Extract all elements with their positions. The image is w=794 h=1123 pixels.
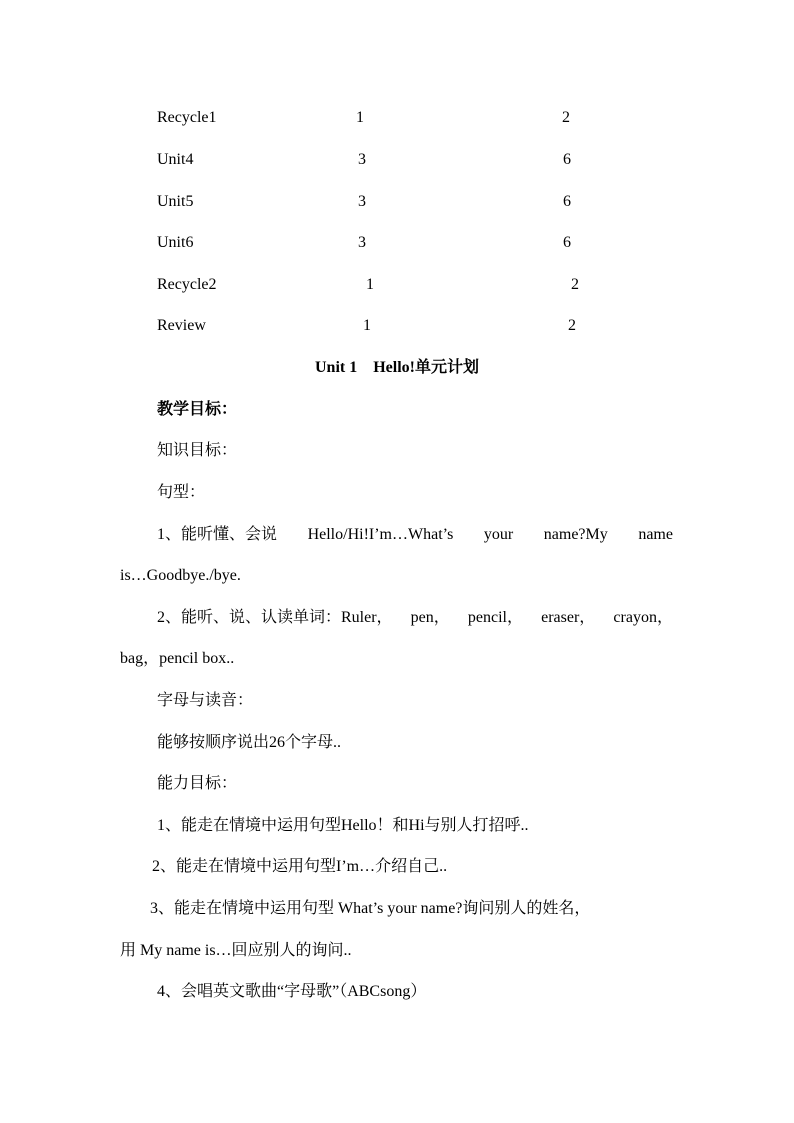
item1-word: Hello/Hi!I’m…What’s xyxy=(307,526,454,543)
ability-goals-heading: 能力目标： xyxy=(157,775,238,792)
ability-item-2: 2、能走在情境中运用句型I’m…介绍自己.. xyxy=(152,858,448,875)
schedule-unit: Unit5 xyxy=(157,193,194,210)
item1-line xyxy=(157,525,673,545)
schedule-value-a: 3 xyxy=(358,234,366,251)
letters-text: 能够按顺序说出26个字母.. xyxy=(157,734,342,751)
schedule-value-a: 3 xyxy=(358,193,366,210)
item2-word: 2、能听、说、认读单词：Ruler， xyxy=(157,609,393,626)
schedule-unit: Recycle1 xyxy=(157,109,217,126)
schedule-unit: Unit4 xyxy=(157,151,194,168)
schedule-unit: Recycle2 xyxy=(157,276,217,293)
item2-word: crayon， xyxy=(613,609,673,626)
teaching-goals-heading: 教学目标： xyxy=(157,401,238,418)
item1-word: name?My xyxy=(543,526,608,543)
sentence-patterns-heading: 句型： xyxy=(157,484,206,501)
page-title: Unit 1 Hello!单元计划 xyxy=(315,359,479,376)
item2-word: pen， xyxy=(410,609,450,626)
schedule-unit: Review xyxy=(157,317,206,334)
schedule-value-b: 2 xyxy=(568,317,576,334)
schedule-unit: Unit6 xyxy=(157,234,194,251)
schedule-value-a: 1 xyxy=(363,317,371,334)
schedule-value-a: 1 xyxy=(356,109,364,126)
ability-item-1: 1、能走在情境中运用句型Hello！和Hi与别人打招呼.. xyxy=(157,817,529,834)
item1-continuation: is…Goodbye./bye. xyxy=(120,567,241,584)
item2-line xyxy=(157,608,673,628)
item1-word: 1、能听懂、会说 xyxy=(157,526,278,543)
ability-item-4: 4、会唱英文歌曲“字母歌”（ABCsong） xyxy=(157,983,427,1000)
item1-word: name xyxy=(638,526,673,543)
schedule-value-a: 3 xyxy=(358,151,366,168)
item2-continuation: bag，pencil box.. xyxy=(120,650,235,667)
ability-item-3: 3、能走在情境中运用句型 What’s your name?询问别人的姓名， xyxy=(150,900,591,917)
schedule-value-b: 6 xyxy=(563,151,571,168)
item2-word: eraser， xyxy=(541,609,596,626)
item2-word: pencil， xyxy=(467,609,523,626)
schedule-value-b: 6 xyxy=(563,234,571,251)
letters-heading: 字母与读音： xyxy=(157,692,254,709)
schedule-value-b: 6 xyxy=(563,193,571,210)
schedule-value-b: 2 xyxy=(562,109,570,126)
item1-word: your xyxy=(483,526,514,543)
schedule-value-b: 2 xyxy=(571,276,579,293)
knowledge-goals-heading: 知识目标： xyxy=(157,442,238,459)
ability-item-3-continuation: 用 My name is…回应别人的询问.. xyxy=(120,942,352,959)
schedule-value-a: 1 xyxy=(366,276,374,293)
